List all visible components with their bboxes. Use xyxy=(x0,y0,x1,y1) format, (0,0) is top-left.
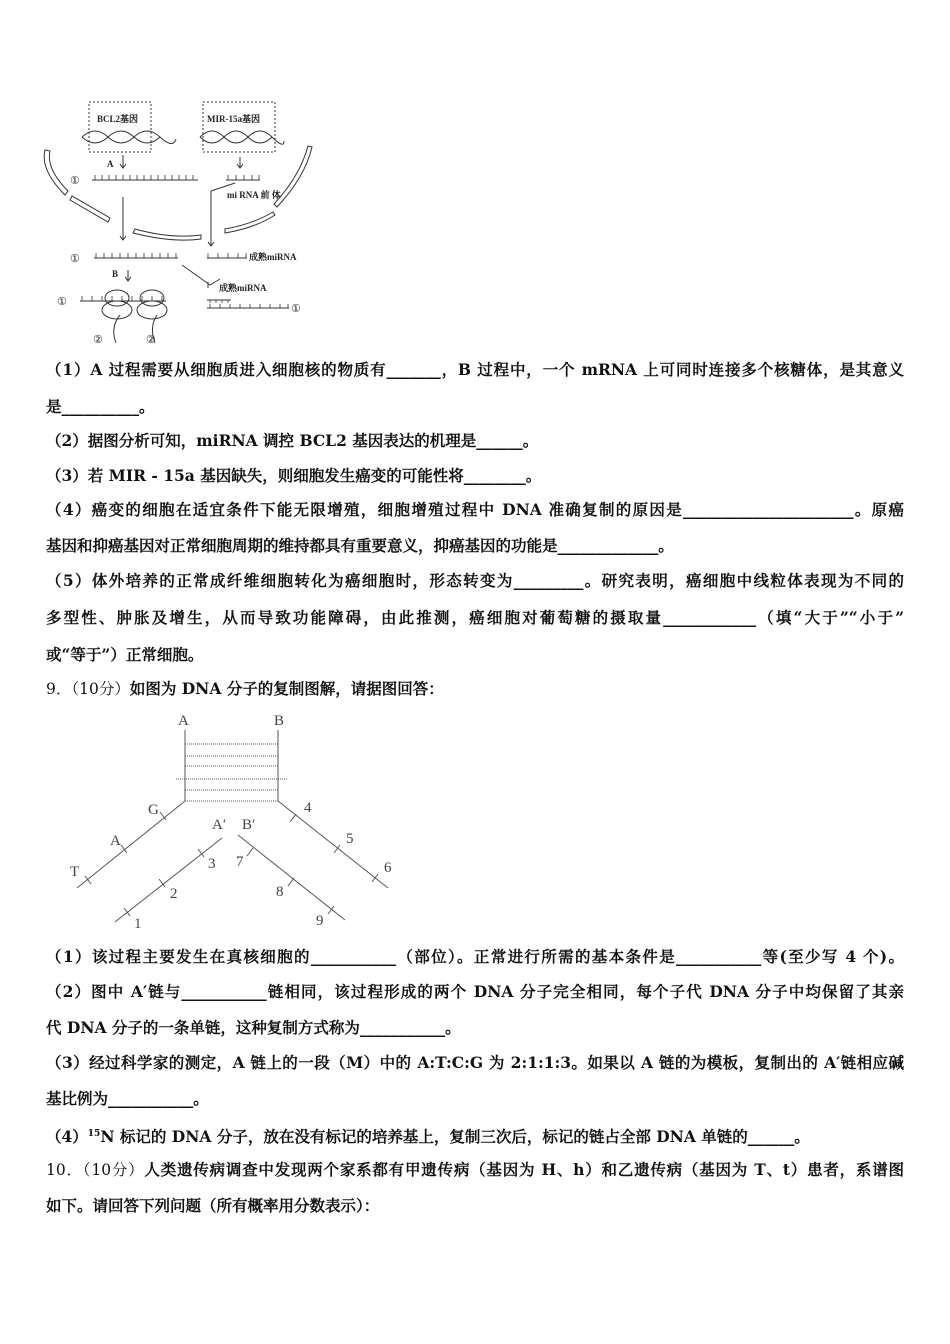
q9-stem xyxy=(46,679,444,699)
part-number: （4） xyxy=(46,1127,88,1147)
q8-part5-line2: 多型性、肿胀及增生，从而导致功能障碍，由此推测，癌细胞对葡萄糖的摄取量____________（填“大于”“小于” xyxy=(46,608,904,627)
q8-part5-line3: 或“等于”）正常细胞。 xyxy=(46,645,204,664)
base-label: 1 xyxy=(134,916,142,932)
q9-part3-line1: （3）经过科学家的测定，A 链上的一段（M）中的 A:T:C:G 为 2:1:1:3。如果以 A 链的为模板，复制出的 A′链相应碱 xyxy=(46,1053,904,1072)
process-b-label: B xyxy=(112,269,119,279)
strand-a-label: A xyxy=(178,713,189,729)
q8-part3: （3）若 MIR - 15a 基因缺失，则细胞发生癌变的可能性将________。 xyxy=(46,466,542,485)
question-number: 10．（10分） xyxy=(46,1161,145,1179)
strand-b-label: B xyxy=(274,713,285,729)
strand-b-prime-label: B′ xyxy=(242,817,256,833)
mir15a-gene-label: MIR-15a基因 xyxy=(207,114,260,124)
marker-2: ② xyxy=(146,334,156,345)
q9-part1: （1）该过程主要发生在真核细胞的___________（部位）。正常进行所需的基本条件是___________等(至少写 4 个)。 xyxy=(46,947,904,966)
q8-part4-line1: （4）癌变的细胞在适宜条件下能无限增殖，细胞增殖过程中 DNA 准确复制的原因是______________________。原癌 xyxy=(46,500,904,519)
marker-1: ① xyxy=(70,175,80,187)
q8-part4-line2: 基因和抑癌基因对正常细胞周期的维持都具有重要意义，抑癌基因的功能是_____________。 xyxy=(46,536,674,555)
base-label: 9 xyxy=(316,913,324,929)
marker-2: ② xyxy=(93,334,103,345)
q8-part1-line1: （1）A 过程需要从细胞质进入细胞核的物质有_______，B 过程中，一个 mRNA 上可同时连接多个核糖体，是其意义 xyxy=(46,360,904,379)
q9-part4 xyxy=(46,1124,810,1147)
base-label: 4 xyxy=(304,800,312,816)
q9-stem-text: 如图为 DNA 分子的复制图解，请据图回答： xyxy=(129,679,444,698)
q8-part1-line2: 是__________。 xyxy=(46,397,155,416)
mature-mirna-label-2: 成熟miRNA xyxy=(219,283,267,293)
base-label: G xyxy=(148,802,159,818)
q9-part2-line1: （2）图中 A′链与___________链相同，该过程形成的两个 DNA 分子完全相同，每个子代 DNA 分子中均保留了其亲 xyxy=(46,982,904,1001)
q9-part2-line2: 代 DNA 分子的一条单链，这种复制方式称为___________。 xyxy=(46,1018,461,1037)
q8-part5-line1: （5）体外培养的正常成纤维细胞转化为癌细胞时，形态转变为_________。研究表明，癌细胞中线粒体表现为不同的 xyxy=(46,571,904,590)
gene-expression-figure xyxy=(40,95,350,345)
q9-part4-text: N 标记的 DNA 分子，放在没有标记的培养基上，复制三次后，标记的链占全部 DNA 单链的______。 xyxy=(100,1127,810,1147)
mature-mirna-label: 成熟miRNA xyxy=(249,252,297,262)
mirna-precursor-label: mi RNA 前 体 xyxy=(227,190,281,200)
isotope-superscript: 15 xyxy=(87,1129,101,1139)
dna-replication-figure xyxy=(50,700,410,940)
base-label: 3 xyxy=(208,856,216,872)
marker-1: ① xyxy=(57,296,67,308)
base-label: 5 xyxy=(346,831,354,847)
base-label: 6 xyxy=(384,860,392,876)
base-label: A xyxy=(110,833,121,849)
base-label: 8 xyxy=(276,884,284,900)
q10-text: 人类遗传病调查中发现两个家系都有甲遗传病（基因为 H、h）和乙遗传病（基因为 T、t）患者，系谱图 xyxy=(144,1160,905,1179)
base-label: T xyxy=(70,864,80,880)
process-a-label: A xyxy=(107,159,114,169)
marker-1: ① xyxy=(70,253,80,265)
q10-line1 xyxy=(46,1160,904,1180)
base-label: 7 xyxy=(236,854,244,870)
q10-line2: 如下。请回答下列问题（所有概率用分数表示）： xyxy=(46,1196,380,1215)
question-number: 9．（10分） xyxy=(46,680,130,698)
q9-part3-line2: 基比例为___________。 xyxy=(46,1089,209,1108)
base-label: 2 xyxy=(170,886,178,902)
strand-a-prime-label: A′ xyxy=(212,817,227,833)
marker-1: ① xyxy=(291,303,301,315)
q8-part2: （2）据图分析可知，miRNA 调控 BCL2 基因表达的机理是______。 xyxy=(46,431,539,450)
bcl2-gene-label: BCL2基因 xyxy=(97,114,139,124)
